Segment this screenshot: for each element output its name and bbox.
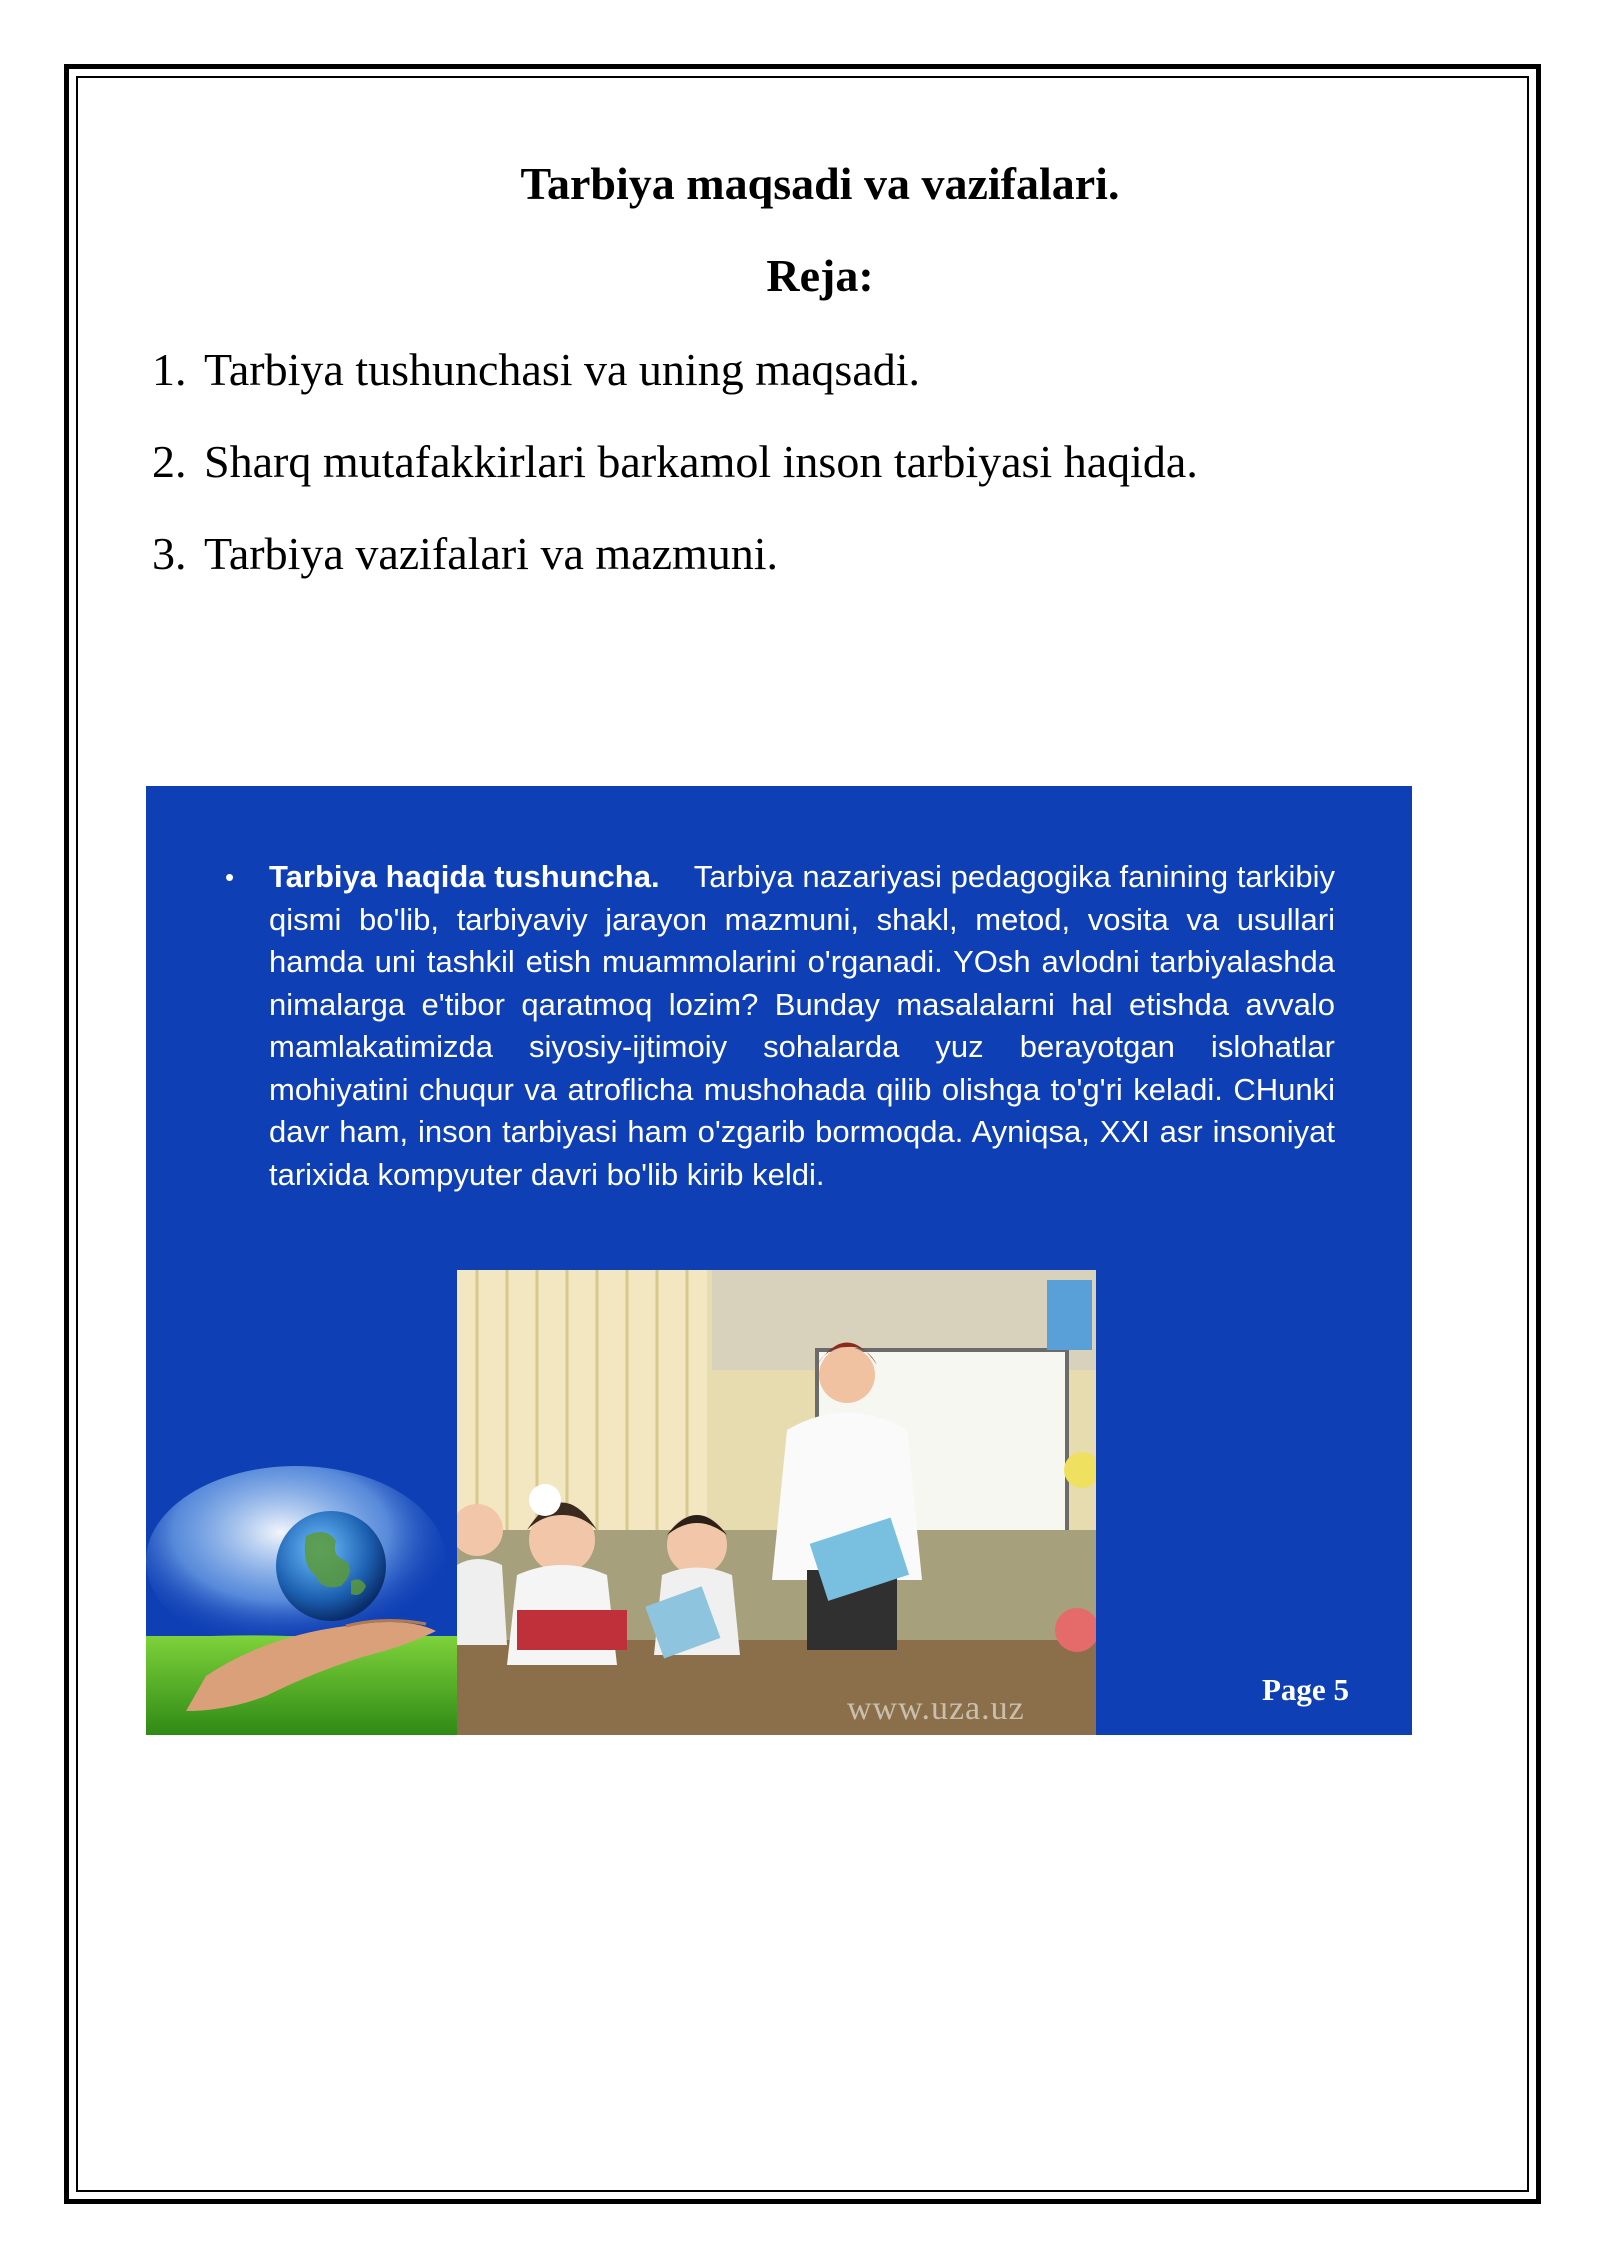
document-title: Tarbiya maqsadi va vazifalari. (520, 158, 1120, 209)
plan-item (152, 338, 1198, 402)
classroom-photo (457, 1270, 1096, 1735)
slide-page-label: Page 5 (1262, 1672, 1349, 1707)
plan-list (152, 338, 1198, 614)
plan-item-text: Sharq mutafakkirlari barkamol inson tarbiyasi haqida. (204, 436, 1198, 487)
plan-item-text: Tarbiya vazifalari va mazmuni. (204, 528, 779, 579)
globe-in-hand-icon (146, 1466, 476, 1735)
plan-item-text: Tarbiya tushunchasi va uning maqsadi. (204, 344, 921, 395)
plan-item (152, 522, 1198, 586)
embedded-slide-image (146, 786, 1412, 1735)
watermark-text: www.uza.uz (847, 1690, 1025, 1727)
classroom-illustration (457, 1270, 1096, 1735)
slide-heading: Tarbiya haqida tushuncha. (269, 859, 660, 894)
plan-item (152, 430, 1198, 494)
bullet-icon: • (225, 862, 235, 892)
plan-heading: Reja: (766, 250, 874, 301)
plan-item-number: 1. (152, 344, 187, 395)
plan-item-number: 3. (152, 528, 187, 579)
plan-item-number: 2. (152, 436, 187, 487)
slide-paragraph (225, 856, 1336, 1196)
slide-body-text: Tarbiya nazariyasi pedagogika fanining tarkibiy qismi bo'lib, tarbiyaviy jarayon mazmuni, shakl, metod, vosita va usullari hamda uni tashkil etish muammolarini o'rganadi. YOsh avlodni tarbiyalashda nimalarga e'tibor qaratmoq lozim? Bunday masalalarni hal etishda avvalo mamlakatimizda siyosiy-ijtimoiy sohalarda yuz berayotgan islohatlar mohiyatini chuqur va atroflicha mushohada qilib olishga to'g'ri keladi. CHunki davr ham, inson tarbiyasi ham o'zgarib bormoqda. Ayniqsa, XXI asr insoniyat tarixida kompyuter davri bo'lib kirib keldi. (269, 859, 1336, 1192)
